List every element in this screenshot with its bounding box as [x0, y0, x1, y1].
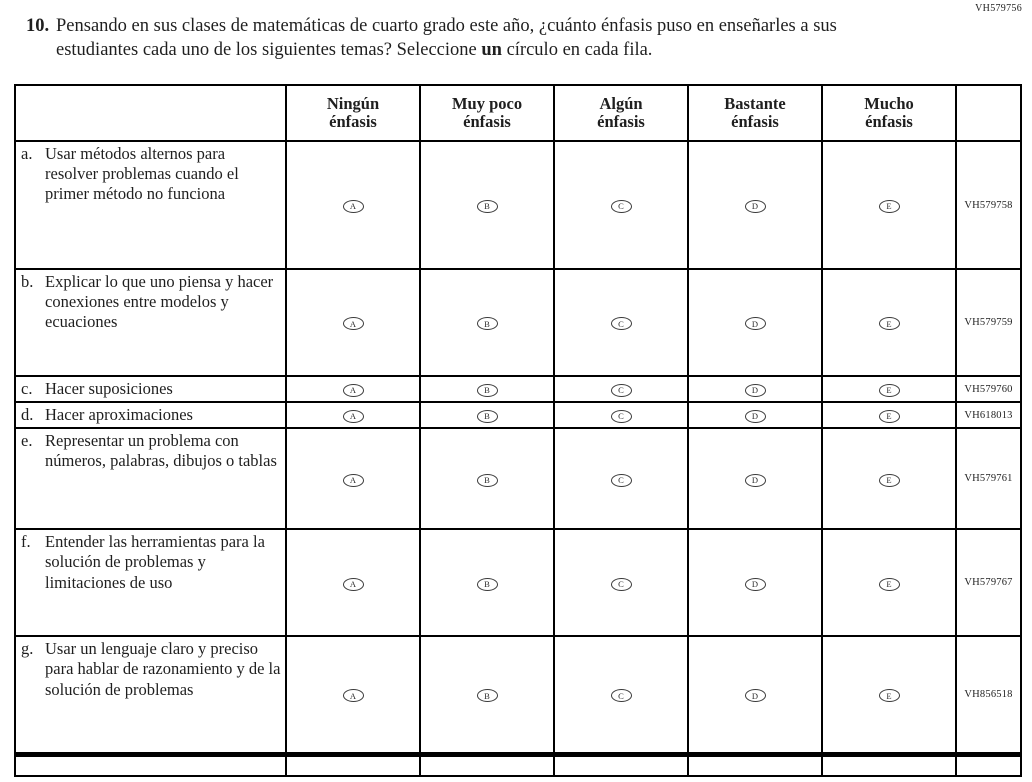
row-text: Usar un lenguaje claro y preciso para hablar de razonamiento y de la solución de problemas — [45, 639, 281, 699]
row-code: VH579759 — [956, 269, 1021, 376]
option-bubble-b[interactable]: B — [477, 200, 498, 213]
option-bubble-d[interactable]: D — [745, 578, 766, 591]
column-header-mucho-enfasis — [822, 85, 956, 141]
row-letter: c. — [21, 379, 33, 399]
option-bubble-d[interactable]: D — [745, 317, 766, 330]
row-text: Usar métodos alternos para resolver problemas cuando el primer método no funciona — [45, 144, 239, 204]
row-letter: a. — [21, 144, 33, 164]
row-letter: f. — [21, 532, 31, 552]
column-header-ningun-enfasis — [286, 85, 420, 141]
option-bubble-d[interactable]: D — [745, 384, 766, 397]
table-row-f — [15, 529, 1021, 636]
header-row — [15, 85, 1021, 141]
option-bubble-d[interactable]: D — [745, 474, 766, 487]
question-text-after: círculo en cada fila. — [501, 40, 653, 61]
code-column-header — [956, 85, 1021, 141]
row-text: Hacer aproximaciones — [45, 405, 193, 425]
option-bubble-b[interactable]: B — [477, 689, 498, 702]
option-bubble-a[interactable]: A — [343, 410, 364, 423]
row-text: Hacer suposiciones — [45, 379, 173, 399]
option-bubble-d[interactable]: D — [745, 410, 766, 423]
row-code: VH618013 — [956, 402, 1021, 428]
row-text: Representar un problema con números, palabras, dibujos o tablas — [45, 431, 277, 471]
row-code: VH579761 — [956, 428, 1021, 529]
option-bubble-a[interactable]: A — [343, 384, 364, 397]
row-text: Explicar lo que uno piensa y hacer conexiones entre modelos y ecuaciones — [45, 272, 274, 332]
row-code: VH856518 — [956, 636, 1021, 754]
option-bubble-a[interactable]: A — [343, 474, 364, 487]
option-bubble-a[interactable]: A — [343, 689, 364, 702]
row-code: VH579758 — [956, 141, 1021, 269]
option-bubble-e[interactable]: E — [879, 317, 900, 330]
row-letter: d. — [21, 405, 34, 425]
column-header-label: Mucho énfasis — [864, 93, 914, 132]
option-bubble-c[interactable]: C — [611, 317, 632, 330]
row-text: Entender las herramientas para la solución de problemas y limitaciones de uso — [45, 532, 265, 592]
option-bubble-d[interactable]: D — [745, 200, 766, 213]
next-row-cutoff — [15, 754, 1021, 776]
question-bold-word: un — [481, 40, 502, 61]
column-header-label: Bastante énfasis — [724, 93, 786, 132]
option-bubble-c[interactable]: C — [611, 689, 632, 702]
option-bubble-c[interactable]: C — [611, 578, 632, 591]
question-text-before: Pensando en sus clases de matemáticas de cuarto grado este año, ¿cuánto énfasis puso en enseñarles a sus estudiantes cada uno de los siguientes temas? Seleccione — [56, 16, 837, 61]
table-row-e — [15, 428, 1021, 529]
row-letter: b. — [21, 272, 34, 292]
table-row-d — [15, 402, 1021, 428]
option-bubble-b[interactable]: B — [477, 410, 498, 423]
row-letter: e. — [21, 431, 33, 451]
question-number: 10. — [26, 16, 50, 36]
column-header-label: Muy poco énfasis — [451, 93, 523, 132]
option-bubble-d[interactable]: D — [745, 689, 766, 702]
table-row-a — [15, 141, 1021, 269]
column-header-muy-poco-enfasis — [420, 85, 554, 141]
option-bubble-a[interactable]: A — [343, 317, 364, 330]
table-row-c — [15, 376, 1021, 402]
emphasis-table — [14, 84, 1022, 777]
column-header-bastante-enfasis — [688, 85, 822, 141]
column-header-label: Algún énfasis — [597, 93, 645, 132]
column-header-algun-enfasis — [554, 85, 688, 141]
option-bubble-e[interactable]: E — [879, 384, 900, 397]
option-bubble-b[interactable]: B — [477, 384, 498, 397]
option-bubble-a[interactable]: A — [343, 578, 364, 591]
row-code: VH579767 — [956, 529, 1021, 636]
option-bubble-b[interactable]: B — [477, 578, 498, 591]
row-code: VH579760 — [956, 376, 1021, 402]
option-bubble-a[interactable]: A — [343, 200, 364, 213]
column-header-label: Ningún énfasis — [326, 93, 380, 132]
corner-cell — [15, 85, 286, 141]
option-bubble-e[interactable]: E — [879, 200, 900, 213]
question-text — [56, 14, 904, 62]
row-letter: g. — [21, 639, 34, 659]
option-bubble-e[interactable]: E — [879, 578, 900, 591]
table-row-g — [15, 636, 1021, 754]
option-bubble-b[interactable]: B — [477, 474, 498, 487]
option-bubble-c[interactable]: C — [611, 410, 632, 423]
option-bubble-e[interactable]: E — [879, 689, 900, 702]
form-code: VH579756 — [975, 3, 1022, 14]
option-bubble-c[interactable]: C — [611, 200, 632, 213]
option-bubble-c[interactable]: C — [611, 384, 632, 397]
option-bubble-e[interactable]: E — [879, 410, 900, 423]
option-bubble-c[interactable]: C — [611, 474, 632, 487]
question — [0, 0, 1032, 62]
table-row-b — [15, 269, 1021, 376]
option-bubble-b[interactable]: B — [477, 317, 498, 330]
option-bubble-e[interactable]: E — [879, 474, 900, 487]
